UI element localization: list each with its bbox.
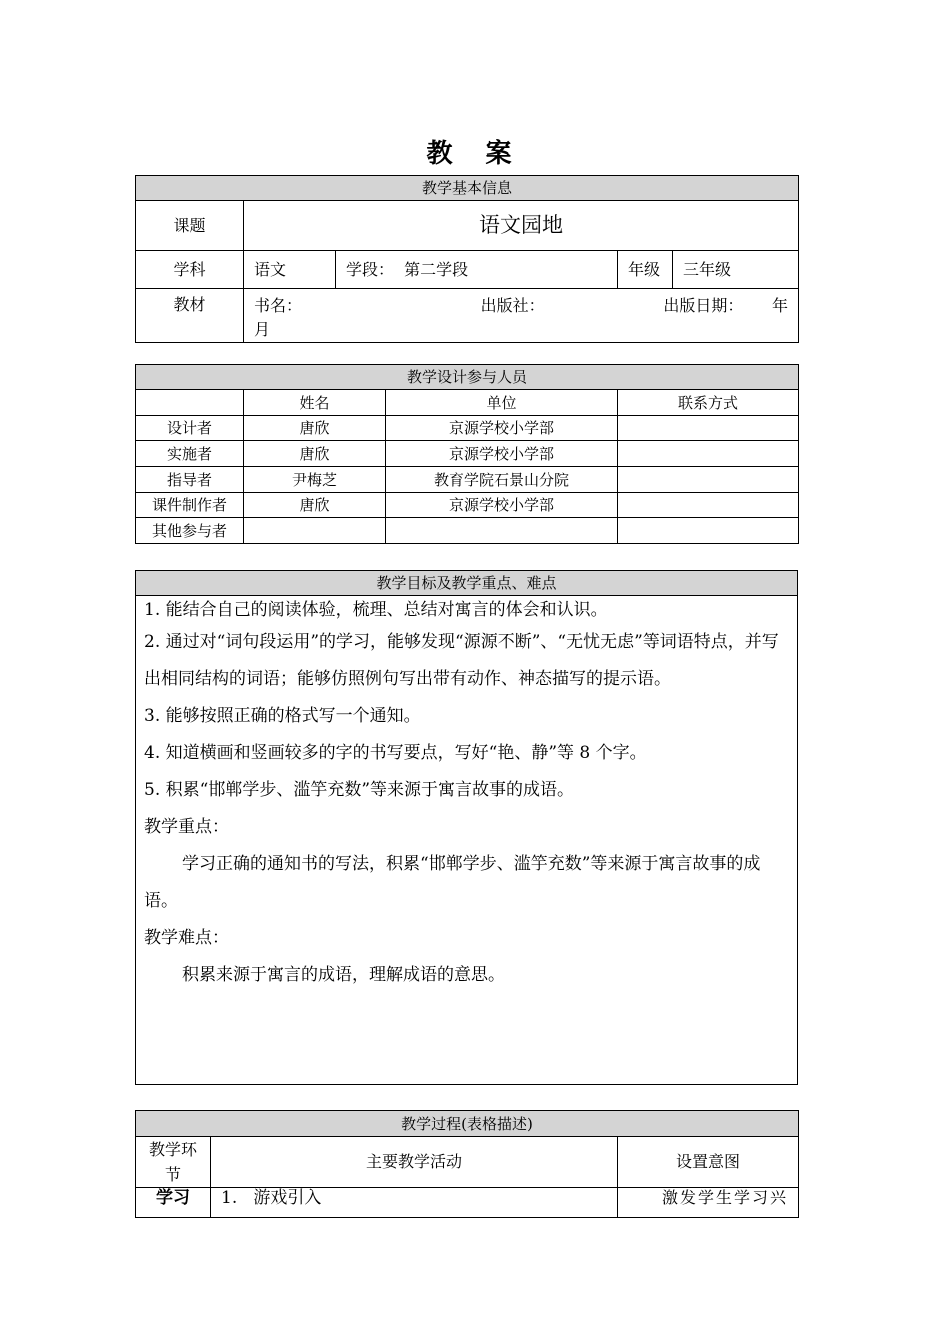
- difficulty-text: 积累来源于寓言的成语，理解成语的意思。: [182, 965, 505, 985]
- subject-value: 语文: [244, 251, 336, 289]
- intent-column-header: 设置意图: [618, 1137, 799, 1188]
- name-cell: 唐欣: [244, 493, 386, 518]
- table-row: [136, 416, 799, 441]
- unit-cell: [386, 518, 618, 544]
- key-points-label: 教学重点：: [144, 817, 229, 837]
- stage-cell: 学习: [136, 1188, 211, 1218]
- key-points-text: 学习正确的通知书的写法，积累“邯郸学步、滥竽充数”等来源于寓言故事的成语。: [144, 854, 761, 911]
- book-label: 书名：: [254, 296, 303, 315]
- publisher-label: 出版社：: [480, 296, 545, 315]
- activity-cell: 1. 游戏引入: [211, 1188, 618, 1218]
- contact-cell: [618, 441, 799, 467]
- basic-info-header: 教学基本信息: [136, 176, 799, 201]
- activity-column-header: 主要教学活动: [211, 1137, 618, 1188]
- objectives-header: 教学目标及教学重点、难点: [136, 571, 798, 596]
- table-row: [136, 467, 799, 493]
- grade-label: 年级: [618, 251, 673, 289]
- process-table: [135, 1110, 799, 1218]
- contact-cell: [618, 467, 799, 493]
- year-label: 年: [771, 296, 788, 315]
- material-cell: [244, 289, 799, 343]
- grade-value: 三年级: [673, 251, 799, 289]
- contact-cell: [618, 416, 799, 441]
- role-cell: 指导者: [136, 467, 244, 493]
- material-label: 教材: [136, 289, 244, 343]
- role-cell: 其他参与者: [136, 518, 244, 544]
- objective-item: 1. 能结合自己的阅读体验，梳理、总结对寓言的体会和认识。: [144, 600, 608, 620]
- table-row: [136, 1188, 799, 1218]
- objective-item: 2. 通过对“词句段运用”的学习，能够发现“源源不断”、“无忧无虑”等词语特点，并写出相同结构的词语；能够仿照例句写出带有动作、神态描写的提示语。: [144, 632, 779, 689]
- table-row: [136, 441, 799, 467]
- objective-item: 3. 能够按照正确的格式写一个通知。: [144, 706, 421, 726]
- column-header: 单位: [386, 390, 618, 416]
- role-cell: 课件制作者: [136, 493, 244, 518]
- objectives-body: [136, 596, 798, 1085]
- column-header: 姓名: [244, 390, 386, 416]
- unit-cell: 京源学校小学部: [386, 416, 618, 441]
- pubdate-label: 出版日期：: [663, 296, 744, 315]
- topic-value: 语文园地: [244, 201, 799, 251]
- name-cell: [244, 518, 386, 544]
- objectives-table: [135, 570, 798, 1085]
- participants-table: [135, 364, 799, 544]
- unit-cell: 京源学校小学部: [386, 493, 618, 518]
- stage-text: 学段： 第二学段: [336, 251, 618, 289]
- table-row: [136, 518, 799, 544]
- difficulty-label: 教学难点：: [144, 928, 229, 948]
- role-cell: 实施者: [136, 441, 244, 467]
- unit-cell: 教育学院石景山分院: [386, 467, 618, 493]
- participants-header: 教学设计参与人员: [136, 365, 799, 390]
- name-cell: 尹梅芝: [244, 467, 386, 493]
- month-label: 月: [254, 320, 271, 339]
- unit-cell: 京源学校小学部: [386, 441, 618, 467]
- table-row: [136, 493, 799, 518]
- objective-item: 5. 积累“邯郸学步、滥竽充数”等来源于寓言故事的成语。: [144, 780, 575, 800]
- participants-column-headers: [136, 390, 799, 416]
- process-header: 教学过程(表格描述): [136, 1111, 799, 1137]
- role-cell: 设计者: [136, 416, 244, 441]
- subject-label: 学科: [136, 251, 244, 289]
- objective-item: 4. 知道横画和竖画较多的字的书写要点，写好“艳、静”等 8 个字。: [144, 743, 647, 763]
- page-title: 教 案: [426, 139, 524, 169]
- column-header: 联系方式: [618, 390, 799, 416]
- contact-cell: [618, 518, 799, 544]
- contact-cell: [618, 493, 799, 518]
- column-header: [136, 390, 244, 416]
- name-cell: 唐欣: [244, 441, 386, 467]
- name-cell: 唐欣: [244, 416, 386, 441]
- basic-info-table: [135, 175, 799, 343]
- intent-cell: 激发学生学习兴: [618, 1188, 799, 1218]
- stage-column-header: 教学环节: [136, 1137, 211, 1188]
- topic-label: 课题: [136, 201, 244, 251]
